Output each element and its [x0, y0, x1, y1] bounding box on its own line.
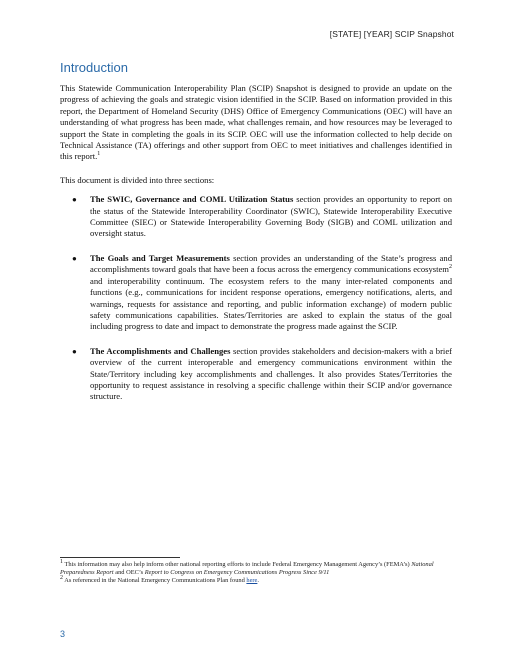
section-body	[60, 83, 452, 416]
footnotes	[60, 558, 452, 586]
footnote-ref-1[interactable]: 1	[97, 151, 101, 158]
footnote-italic-title: National Preparedness Report	[60, 561, 434, 577]
footnote-text: and OEC’s	[113, 569, 145, 577]
bullet-bold-lead: The Goals and Target Measurements	[90, 252, 230, 263]
sections-intro-line: This document is divided into three sections:	[60, 174, 215, 185]
footnote-link[interactable]: here	[246, 577, 258, 585]
bullet-text-continued: and interoperability continuum. The ecosystem refers to the many inter-related components and functions (e.g., communications for incident response operations, emergency notifications, alerts, and warnings, requests for assistance and reporting, and public information exchange) of modern public safety communications capabilities. States/Territories are asked to explain the status of the goal including progress to date and impact to demonstrate the progress made against the SCIP.	[90, 275, 452, 332]
footnote-text: As referenced in the National Emergency Communications Plan found	[63, 577, 247, 585]
bullet-bold-lead: The Accomplishments and Challenges	[90, 345, 231, 356]
bullet-icon: ●	[72, 195, 77, 205]
section-heading: Introduction	[60, 60, 128, 75]
bullet-bold-lead: The SWIC, Governance and COML Utilization Status	[90, 194, 294, 205]
footnote-1	[60, 558, 452, 577]
footnote-italic-title: Report to Congress on Emergency Communications Progress Since 9/11	[144, 569, 330, 577]
list-item	[60, 253, 452, 333]
running-header: [STATE] [YEAR] SCIP Snapshot	[329, 29, 454, 39]
footnote-divider	[60, 557, 180, 558]
list-item	[60, 346, 452, 403]
page-number: 3	[60, 629, 66, 639]
intro-text: This Statewide Communication Interoperability Plan (SCIP) Snapshot is designed to provide an update on the progress of achieving the goals and strategic vision identified in the SCIP. Based on information provided in this report, the Department of Homeland Security (DHS) Office of Emergency Communications (OEC) will have an understanding of what progress has been made, what challenges remain, and how resources may be leveraged to support the State in completing the goals in its SCIP. OEC will use the information collected to help decide on Technical Assistance (TA) offerings and other support from OEC to meet initiatives and challenges identified in this report.	[60, 83, 452, 162]
footnote-number: 1	[60, 558, 63, 565]
sections-list	[60, 194, 452, 403]
footnote-number: 2	[60, 575, 63, 582]
bullet-icon: ●	[72, 253, 77, 263]
bullet-text: section provides an opportunity to report on the status of the Statewide Interoperability Coordinator (SWIC), Statewide Interoperability Executive Committee (SIEC) or Statewide Interoperability Governing Body (SIGB) and COML utilization and oversight status.	[90, 194, 452, 239]
bullet-text: section provides stakeholders and decision-makers with a brief overview of the current interoperable and emergency communications environment within the State/Territory including key accomplishments and challenges. It also provides States/Territories the opportunity to request assistance in resolving a specific challenge within their SCIP and/or governance structure.	[90, 345, 452, 402]
intro-paragraph	[60, 83, 452, 163]
footnote-text: This information may also help inform other national reporting efforts to include Federal Emergency Management Agency’s (FEMA’s)	[63, 561, 412, 568]
footnote-ref-2[interactable]: 2	[449, 264, 452, 271]
bullet-text: section provides an understanding of the State’s progress and accomplishments toward goals that have been a focus across the emergency communications ecosystem	[90, 252, 453, 275]
footnote-2	[60, 577, 452, 585]
footnote-text: .	[257, 577, 259, 585]
bullet-icon: ●	[72, 346, 77, 356]
list-item	[60, 194, 452, 240]
